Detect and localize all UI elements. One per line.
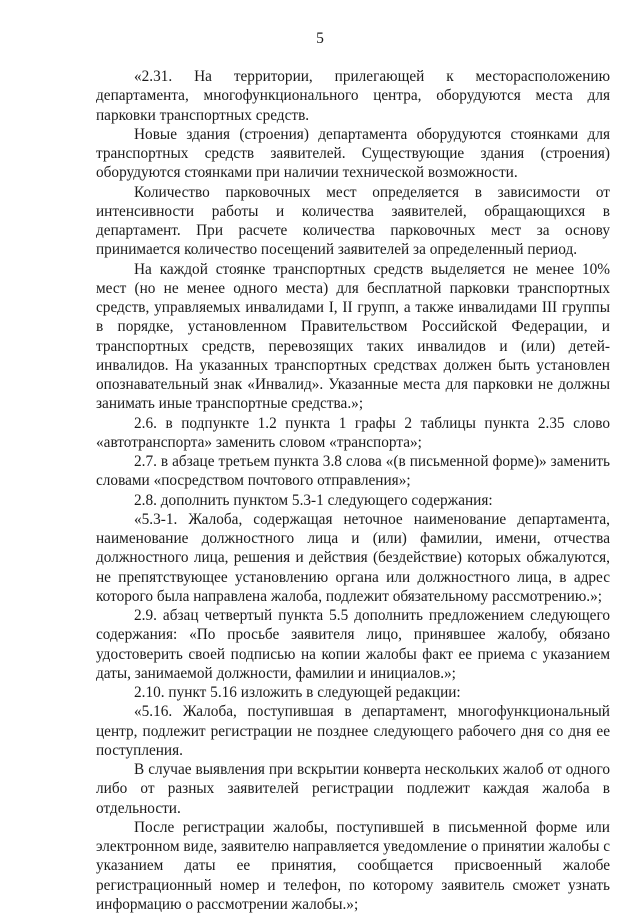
paragraph-5-3-1: «5.3-1. Жалоба, содержащая неточное наименование департамента, наименование должностного лица и (или) фамилии, имени, отчества должностного лица, решения и действия (бездействие) которых обжалуются, не препятствующее установлению органа или должностного лица, в адрес которого была направлена жалоба, подлежит обязательному рассмотрению.»; — [96, 510, 610, 605]
page-number: 5 — [316, 30, 324, 47]
paragraph-2-9: 2.9. абзац четвертый пункта 5.5 дополнить предложением следующего содержания: «По просьбе заявителя лицо, принявшее жалобу, обязано удостоверить своей подписью на копии жалобы факт ее приема с указанием даты, занимаемой должности, фамилии и инициалов.»; — [96, 607, 610, 682]
paragraph-disabled-parking: На каждой стоянке транспортных средств выделяется не менее 10% мест (но не менее одного места) для бесплатной парковки транспортных средств, управляемых инвалидами I, II групп, а также инвалидами III группы в порядке, установленном Правительством Российской Федерации, и транспортных средств, перевозящих таких инвалидов и (или) детей-инвалидов. На указанных транспортных средствах должен быть установлен опознавательный знак «Инвалид». Указанные места для парковки не должны занимать иные транспортные средства.»; — [96, 260, 610, 413]
paragraph-5-16: «5.16. Жалоба, поступившая в департамент, многофункциональный центр, подлежит регистрации не позднее следующего рабочего дня со дня ее поступления. — [96, 703, 610, 759]
paragraph-parking-count: Количество парковочных мест определяется в зависимости от интенсивности работы и количества заявителей, обращающихся в департамент. При расчете количества парковочных мест за основу принимается количество посещений заявителей за определенный период. — [96, 183, 610, 259]
paragraph-2-6: 2.6. в подпункте 1.2 пункта 1 графы 2 таблицы пункта 2.35 слово «автотранспорта» заменить словом «транспорта»; — [96, 414, 610, 451]
paragraph-registration-notice: После регистрации жалобы, поступившей в письменной форме или электронном виде, заявителю направляется уведомление о принятии жалобы с указанием даты ее принятия, сообщается присвоенный жалобе регистрационный номер и телефон, по которому заявитель сможет узнать информацию о рассмотрении жалобы.»; — [96, 818, 610, 913]
document-body — [96, 67, 610, 914]
paragraph-2-10: 2.10. пункт 5.16 изложить в следующей редакции: — [134, 684, 461, 701]
paragraph-2-8: 2.8. дополнить пунктом 5.3-1 следующего содержания: — [134, 491, 493, 509]
paragraph-new-buildings: Новые здания (строения) департамента оборудуются стоянками для транспортных средств заявителей. Существующие здания (строения) оборудуются стоянками при наличии технической возможности. — [96, 125, 610, 182]
paragraph-2-31-parking: «2.31. На территории, прилегающей к месторасположению департамента, многофункционального центра, оборудуются места для парковки транспортных средств. — [96, 68, 610, 124]
paragraph-multiple-complaints: В случае выявления при вскрытии конверта нескольких жалоб от одного либо от разных заявителей регистрации подлежит каждая жалоба в отдельности. — [96, 761, 610, 817]
paragraph-2-7: 2.7. в абзаце третьем пункта 3.8 слова «(в письменной форме)» заменить словами «посредством почтового отправления»; — [96, 453, 610, 490]
